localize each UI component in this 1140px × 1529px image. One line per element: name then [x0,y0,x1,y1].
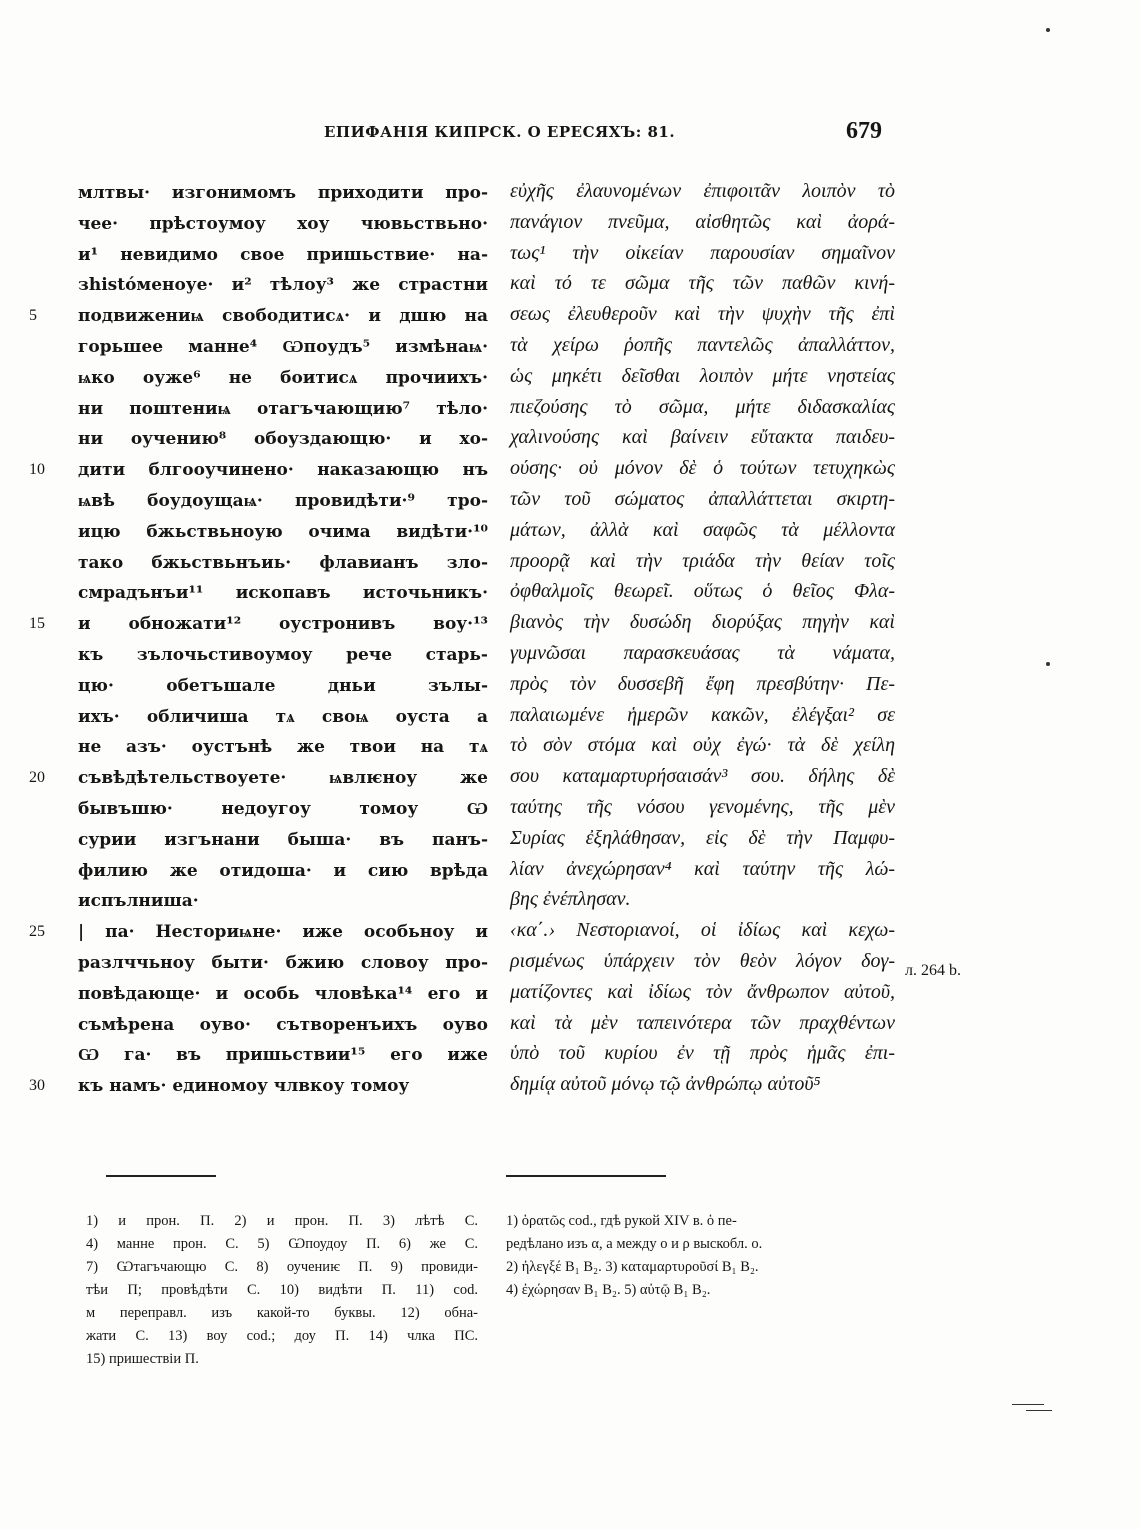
text-line: λίαν ἀνεχώρησαν⁴ καὶ ταύτην τῆς λώ- [510,857,895,880]
slavonic-line-text: филию же отидоша· и сию врѣда [78,860,488,881]
slavonic-line-text: повѣдающе· и особь чловѣка¹⁴ его и [78,983,488,1004]
text-line: χαλινούσης καὶ βαίνειν εὔτακτα παιδευ- [510,426,895,449]
text-line: τὸ σὸν στόμα καὶ οὐχ ἐγώ· τὰ δὲ χείλη [510,734,895,757]
slavonic-line-text: и обножати¹² оустронивъ воу·¹³ [78,614,488,635]
slavonic-line-text: сурии изгънани быша· въ панъ- [78,829,488,850]
slavonic-line-text: тако бжьствьнъиь· флавианъ зло- [78,552,488,573]
text-line: δημίᾳ αὐτοῦ μόνῳ τῷ ἀνθρώπῳ αὐτοῦ⁵ [510,1073,821,1096]
text-line: ‹κα΄.› Νεστοριανοί, οἱ ἰδίως καὶ κεχω- [510,919,895,942]
text-line: ὑπὸ τοῦ κυρίου ἐν τῇ πρὸς ἡμᾶς ἐπι- [510,1042,895,1065]
text-line: 4) манне прон. С. 5) Ѡпоудоу П. 6) же С. [86,1236,478,1252]
slavonic-line [78,856,488,887]
text-line: Συρίας ἐξηλάθησαν, εἰς δὲ τὴν Παμφυ- [510,826,895,849]
text-line: ματίζοντες καὶ ἰδίως τὸν ἄνθρωπον αὐτοῦ, [510,980,895,1003]
footnote-rule-left [106,1175,216,1177]
line-number: 30 [29,1077,45,1095]
scan-speck [1046,662,1050,666]
text-line: καὶ τό τε σῶμα τῆς τῶν παθῶν κινή- [510,272,895,295]
slavonic-line [78,1010,488,1041]
text-line: τὰ χείρω ῥοπῆς παντελῶς ἀπαλλάττον, [510,333,895,356]
line-number: 15 [29,615,45,633]
slavonic-line-text: къ зълочьстивоумоу рече старь- [78,644,488,665]
slavonic-line [78,671,488,702]
text-line: εὐχῆς ἐλαυνομένων ἐπιφοιτᾶν λοιπὸν τὸ [510,180,895,202]
slavonic-line [78,640,488,671]
slavonic-line [78,548,488,579]
slavonic-line-text: горьшее манне⁴ Ѡпоудъ⁵ измѣнаѩ· [78,336,488,357]
scan-mark [1012,1404,1044,1405]
slavonic-line-text: къ намъ· единомоу члвкоу томоу [78,1076,410,1097]
slavonic-line-text: ѩвѣ боудоущаѩ· провидѣти·⁹ тро- [78,490,488,511]
text-line: тѣи П; провѣдѣти С. 10) видѣти П. 11) cod. [86,1282,478,1298]
slavonic-line [78,332,488,363]
slavonic-line [78,948,488,979]
text-line: πιεζούσης τὸ σῶμα, μήτε διδασκαλίας [510,395,895,418]
slavonic-line-text: ни оучению⁸ обоуздающю· и хо- [78,429,488,450]
footnotes-right [506,1210,898,1302]
text-line: καὶ τὰ μὲν ταπεινότερα τῶν πραχθέντων [510,1011,895,1034]
line-number: 25 [29,923,45,941]
page-header [0,118,1140,148]
slavonic-line [78,394,488,425]
slavonic-line [78,979,488,1010]
footnote-rule-right [506,1175,666,1177]
text-line: 4) ἐχώρησαν B₁ B₂. 5) αὐτῷ B₁ B₂. [506,1282,711,1298]
slavonic-line [29,609,488,640]
slavonic-line-text: испълниша· [78,891,199,912]
slavonic-line [78,1040,488,1071]
text-line: γυμνῶσαι παρασκευάσας τὰ νάματα, [510,641,895,664]
text-line: παλαιωμένε ἡμερῶν κακῶν, ἐλέγξαι² σε [510,703,895,726]
slavonic-text-column [29,178,488,1102]
slavonic-line [78,424,488,455]
slavonic-line-text: чее· прѣстоумоу хоу чювьствьно· [78,213,488,234]
slavonic-line [78,270,488,301]
slavonic-line [29,301,488,332]
text-line: ούσης· οὐ μόνον δὲ ὁ τούτων τετυχηκὼς [510,457,895,480]
text-line: τως¹ τὴν οἰκείαν παρουσίαν σημαῖνον [510,241,895,264]
slavonic-line-text: съвѣдѣтельствоуете· ѩвлѥноу же [78,768,488,789]
line-number: 20 [29,769,45,787]
text-line: ρισμένως ὑπάρχειν τὸν θεὸν λόγον δογ- [510,949,895,972]
slavonic-line-text: подвижениѩ свободитисѧ· и дшю на [78,306,488,327]
running-head: ЕПИФАНІЯ КИПРСК. О ЕРЕСЯХЪ: 81. [324,123,676,141]
text-line: βης ἐνέπλησαν. [510,888,631,911]
slavonic-line [78,486,488,517]
slavonic-line [78,363,488,394]
slavonic-line-text: | па· Несториѩне· иже особьноу и [78,922,488,943]
slavonic-line [78,517,488,548]
slavonic-line [78,578,488,609]
text-line: м перепрaвл. изъ какой-то буквы. 12) обна- [86,1305,478,1321]
footnotes-left [86,1210,478,1371]
text-line: σεως ἐλευθεροῦν καὶ τὴν ψυχὴν τῆς ἐπὶ [510,303,895,326]
text-line: πανάγιον πνεῦμα, αἰσθητῶς καὶ ἀορά- [510,210,895,233]
slavonic-line [78,240,488,271]
slavonic-line [29,455,488,486]
scan-mark [1026,1410,1052,1411]
slavonic-line-text: съмѣрена оуво· сътворенъихъ оуво [78,1014,488,1035]
slavonic-line [78,732,488,763]
page-number: 679 [846,118,882,144]
slavonic-line [78,825,488,856]
slavonic-line-text: ни поштениѩ отагъчающию⁷ тѣло· [78,398,488,419]
slavonic-line-text: зhistóменоуе· и² тѣлоу³ же страстни [78,275,488,296]
text-line: ὀφθαλμοῖς θεωρεῖ. οὕτως ὁ θεῖος Φλα- [510,580,895,603]
text-line: 2) ἠλεγξέ B₁ B₂. 3) καταμαρτυροῦσί B₁ B₂. [506,1259,759,1275]
slavonic-line [78,178,488,209]
greek-text-column [510,176,895,1100]
line-number: 5 [29,307,37,325]
slavonic-line-text: ѩко оуже⁶ не боитисѧ прочиихъ· [78,367,488,388]
text-line: 1) и прон. П. 2) и прон. П. 3) лѣтѣ С. [86,1213,478,1229]
text-line: 7) Ѡтагъчающю С. 8) оучениѥ П. 9) провиди- [86,1259,478,1275]
text-line: πρὸς τὸν δυσσεβῆ ἔφη πρεσβύτην· Πε- [510,672,895,695]
slavonic-line [29,1071,488,1102]
text-line: 15) пришествіи П. [86,1351,199,1367]
slavonic-line [78,886,488,917]
text-line: σου καταμαρτυρήσαισάν³ σου. δήλης δὲ [510,765,895,788]
slavonic-line [78,794,488,825]
text-line: βιανὸς τὴν δυσώδη διορύξας πηγὴν καὶ [510,611,895,634]
slavonic-line [29,763,488,794]
slavonic-line-text: бывъшю· недоугоу томоу Ѡ [78,798,488,819]
text-line: редѣлано изъ α, а между ο и ρ выскобл. ο. [506,1236,763,1252]
slavonic-line-text: ихъ· обличиша тѧ своѩ оуста а [78,706,488,727]
slavonic-line [78,702,488,733]
slavonic-line-text: смрадънъи¹¹ ископавъ источьникъ· [78,583,488,604]
slavonic-line-text: Ѡ га· въ пришьствии¹⁵ его иже [78,1045,488,1066]
slavonic-line [29,917,488,948]
slavonic-line-text: не азъ· оустънѣ же твои на тѧ [78,737,488,758]
text-line: μάτων, ἀλλὰ καὶ σαφῶς τὰ μέλλοντα [510,518,895,541]
margin-note: л. 264 b. [905,962,961,979]
slavonic-line-text: млтвы· изгонимомъ приходити про- [78,183,488,203]
slavonic-line [78,209,488,240]
slavonic-line-text: и¹ невидимо свое пришьствие· на- [78,244,488,265]
slavonic-line-text: ицю бжьствьноую очима видѣти·¹⁰ [78,521,488,542]
line-number: 10 [29,461,45,479]
text-line: τῶν τοῦ σώματος ἀπαλλάττεται σκιρτη- [510,487,895,510]
text-line: ταύτης τῆς νόσου γενομένης, τῆς μὲν [510,795,895,818]
text-line: жати С. 13) воу cod.; доу П. 14) члка ПС. [86,1328,478,1344]
slavonic-line-text: разлччьноу быти· бжию словоу про- [78,952,488,973]
slavonic-line-text: цю· обетъшале дньи зълы- [78,675,488,696]
text-line: 1) ὁρατῶς cod., гдѣ рукой XIV в. ὁ пе- [506,1213,737,1229]
text-line: προορᾷ καὶ τὴν τριάδα τὴν θείαν τοῖς [510,549,895,572]
scan-speck [1046,28,1050,32]
text-line: ὡς μηκέτι δεῖσθαι λοιπὸν μήτε νηστείας [510,364,895,387]
slavonic-line-text: дити блгооучинено· наказающю нъ [78,460,488,481]
